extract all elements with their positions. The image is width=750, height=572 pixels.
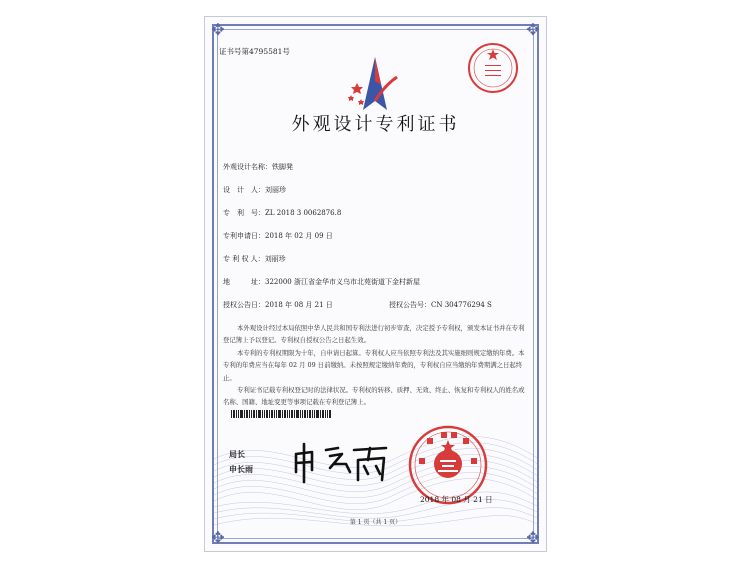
- field-address: [223, 277, 420, 287]
- corner-ornament-icon: ✥: [526, 528, 540, 547]
- field-value: 刘丽珍: [264, 255, 286, 263]
- field-value: 铁脚凳: [272, 163, 293, 171]
- field-filing-date: [223, 231, 333, 241]
- field-value: 322000 浙江省金华市义乌市北苑街道下金村新屋: [265, 278, 420, 286]
- paragraph: 本外观设计经过本局依照中华人民共和国专利法进行初步审查，决定授予专利权，颁发本证书并在专利登记簿上予以登记。专利权自授权公告之日起生效。: [223, 324, 525, 345]
- director-signature: [290, 440, 390, 486]
- director-name: 申长雨: [229, 464, 253, 474]
- field-value: 2018 年 08 月 21 日: [265, 301, 333, 309]
- field-label: 设 计 人：: [223, 186, 265, 194]
- certificate-sheet: [204, 16, 547, 552]
- field-value: CN 304776294 S: [431, 301, 492, 309]
- field-patentee: [223, 254, 286, 264]
- field-value: 2018 年 02 月 09 日: [265, 232, 333, 240]
- seal-stamp-icon: [466, 41, 520, 95]
- page-title: 外观设计专利证书: [291, 114, 460, 135]
- field-grant-date: [223, 300, 333, 310]
- director-title: 局长: [229, 449, 245, 459]
- field-label: 授权公告号：: [389, 301, 431, 309]
- certificate-number: 证书号第4795581号: [219, 47, 290, 56]
- field-label: 外观设计名称：: [223, 163, 272, 171]
- barcode-icon: [231, 410, 331, 418]
- paragraph: 本专利的专利权期限为十年，自申请日起算。专利权人应当依照专利法及其实施细则规定缴纳年费。本专利的年费应当在每年 02 月 09 日前缴纳。未按照规定缴纳年费的，专利权自应当缴纳年费期满之日起终止。: [223, 348, 525, 382]
- patent-office-logo-icon: [345, 55, 405, 115]
- field-label: 专利申请日：: [223, 232, 265, 240]
- field-label: 专 利 权 人：: [223, 255, 265, 263]
- field-patent-number: [223, 208, 341, 218]
- field-grant-number: [389, 300, 492, 310]
- page-number: 第 1 页（共 1 页）: [349, 519, 402, 526]
- field-label: 地 址：: [223, 278, 265, 286]
- field-designer: [223, 185, 286, 195]
- field-label: 授权公告日：: [223, 301, 265, 309]
- corner-ornament-icon: ✥: [211, 528, 225, 547]
- paragraph: 专利证书记载专利权登记时的法律状况。专利权的转移、质押、无效、终止、恢复和专利权人的姓名或名称、国籍、地址变更等事项记载在专利登记簿上。: [223, 386, 525, 407]
- corner-ornament-icon: ✥: [211, 20, 225, 39]
- field-design-name: [223, 162, 293, 172]
- certificate-body: [223, 322, 528, 409]
- field-value: 刘丽珍: [265, 186, 286, 194]
- issue-date: 2018 年 08 月 21 日: [420, 495, 493, 504]
- field-label: 专 利 号：: [223, 209, 265, 217]
- field-value: ZL 2018 3 0062876.8: [265, 209, 342, 217]
- corner-ornament-icon: ✥: [526, 20, 540, 39]
